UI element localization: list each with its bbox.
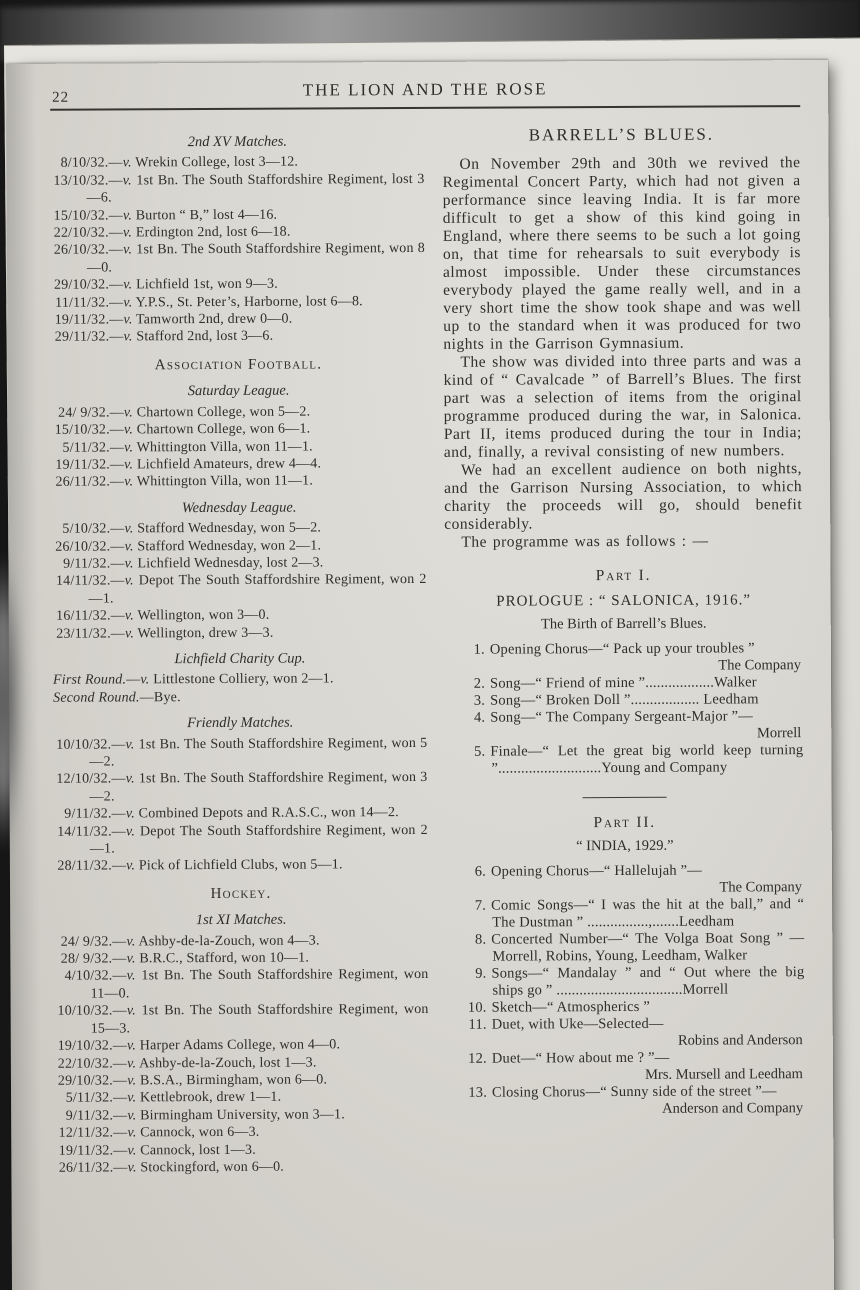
- versus-label: v.: [124, 474, 134, 490]
- match-line: [51, 206, 425, 225]
- versus-label: v.: [125, 824, 136, 840]
- versus-label: v.: [126, 951, 136, 967]
- match-line: [52, 571, 426, 608]
- match-line: [55, 1001, 429, 1038]
- round-result: Littlestone Colliery, won 2—1.: [149, 671, 334, 688]
- match-date: 24/ 9/32.: [60, 934, 113, 950]
- match-date: 26/11/32.: [58, 1160, 114, 1176]
- versus-label: v.: [126, 934, 136, 950]
- match-result: Wellington, won 3—0.: [133, 607, 270, 624]
- match-line: [51, 240, 425, 277]
- programme-item: [445, 708, 803, 727]
- match-line: [54, 932, 428, 951]
- match-result: Lichfield Amateurs, drew 4—4.: [133, 456, 322, 473]
- match-line: [52, 420, 426, 439]
- match-result: Erdington 2nd, lost 6—18.: [132, 224, 291, 241]
- match-date: 23/11/32.: [56, 626, 111, 642]
- programme-credit: The Company: [718, 657, 801, 674]
- header-rule: [50, 105, 800, 111]
- match-result: 1st Bn. The South Staffordshire Regiment, won 5—2.: [89, 735, 428, 770]
- match-date: 11/11/32.: [55, 295, 110, 311]
- programme-number: 1.: [473, 641, 485, 658]
- match-result: Ashby-de-la-Zouch, won 4—3.: [135, 933, 320, 950]
- match-date: 5/10/32.: [62, 521, 111, 537]
- match-line: [52, 455, 426, 474]
- programme-item: [446, 862, 804, 881]
- programme-text: Song—“ The Company Sergeant-Major ”—: [490, 708, 754, 726]
- match-line: [52, 536, 426, 555]
- versus-label: v.: [125, 736, 135, 753]
- versus-label: v.: [124, 457, 134, 473]
- dash-separator: —: [110, 625, 126, 642]
- versus-label: v.: [123, 329, 133, 345]
- versus-label: v.: [125, 771, 135, 787]
- match-date: 24/ 9/32.: [58, 405, 110, 421]
- match-date: 28/ 9/32.: [60, 951, 113, 967]
- round-label: Second Round.: [53, 690, 140, 706]
- dash-separator: —: [110, 538, 125, 555]
- match-line: [51, 293, 425, 312]
- part2-heading: Part II.: [593, 813, 656, 832]
- match-result: B.S.A., Birmingham, won 6—0.: [136, 1072, 328, 1089]
- match-date: 16/11/32.: [56, 608, 111, 624]
- match-line: [52, 403, 426, 422]
- programme-number: 6.: [474, 863, 486, 880]
- match-line: [51, 171, 425, 208]
- match-result: 1st Bn. The South Staffordshire Regiment, won 8—0.: [86, 241, 425, 276]
- match-date: 19/11/32.: [55, 457, 110, 473]
- dash-separator: —: [112, 934, 127, 950]
- dash-separator: —: [110, 521, 125, 537]
- match-result: Stockingford, won 6—0.: [136, 1159, 285, 1176]
- dash-separator: —: [109, 457, 125, 473]
- match-line: [50, 153, 424, 172]
- match-line: [52, 519, 426, 538]
- dash-separator: —: [109, 329, 124, 345]
- versus-label: v.: [127, 1160, 137, 1176]
- section-heading-italic: Saturday League.: [187, 382, 290, 400]
- versus-label: v.: [127, 1142, 137, 1158]
- programme-credit: The Company: [719, 879, 803, 896]
- dash-separator: —: [112, 1038, 128, 1054]
- match-result: 1st Bn. The South Staffordshire Regiment, won 11—0.: [90, 967, 429, 1002]
- programme-item: [447, 1083, 805, 1102]
- match-date: 19/11/32.: [58, 1143, 114, 1159]
- dash-separator: —: [112, 968, 127, 984]
- dash-separator: —: [110, 573, 125, 589]
- match-date: 9/11/32.: [65, 1108, 114, 1124]
- match-result: Tamworth 2nd, drew 0—0.: [132, 311, 293, 328]
- dash-separator: —: [108, 242, 124, 258]
- match-line: [54, 822, 428, 859]
- programme-part1: [445, 640, 804, 778]
- programme-item: [447, 1015, 805, 1034]
- match-line: [55, 1140, 429, 1159]
- match-line: [55, 1071, 429, 1090]
- dash-separator: —: [108, 155, 123, 171]
- article-paragraph: The show was divided into three parts and was a kind of “ Cavalcade ” of Barrell’s Blues. The first part was a selection of items from the original programme produced during the war, in Salonica. Part II, items produced during the tour in India; and, finally, a revival consisting of new numbers.: [443, 352, 802, 461]
- versus-label: v.: [122, 173, 132, 189]
- match-result: Ashby-de-la-Zouch, lost 1—3.: [136, 1054, 317, 1071]
- programme-item: [445, 691, 803, 710]
- programme-number: 2.: [473, 675, 486, 692]
- programme-credit: Robins and Anderson: [677, 1032, 803, 1049]
- match-line: [55, 1036, 429, 1055]
- two-column-layout: [50, 122, 805, 1177]
- versus-label: v.: [126, 968, 136, 984]
- match-date: 9/11/32.: [64, 806, 112, 822]
- match-result: Lichfield Wednesday, lost 2—3.: [133, 555, 324, 572]
- programme-text: Duet, with Uke—Selected—: [491, 1015, 664, 1033]
- section-heading-caps: Association Football.: [154, 356, 323, 374]
- programme-number: 10.: [467, 999, 487, 1016]
- match-line: [54, 966, 428, 1003]
- programme-number: 4.: [473, 709, 486, 726]
- match-line: [53, 624, 427, 643]
- programme-text: Closing Chorus—“ Sunny side of the street ”—: [491, 1083, 777, 1101]
- match-result: Lichfield 1st, won 9—3.: [132, 276, 278, 293]
- match-line: [52, 472, 426, 491]
- versus-label: v.: [124, 625, 135, 641]
- match-line: [55, 1106, 429, 1125]
- section-divider: [583, 797, 667, 798]
- programme-text: Song—“ Friend of mine ”..................Walker: [489, 674, 757, 692]
- match-date: 22/10/32.: [53, 225, 109, 241]
- match-result: Stafford 2nd, lost 3—6.: [132, 329, 274, 345]
- article-body: [442, 154, 802, 552]
- versus-label: v.: [127, 1125, 137, 1141]
- dash-separator: —: [113, 1160, 128, 1176]
- programme-part2: [446, 862, 805, 1119]
- dash-separator: —: [110, 608, 125, 624]
- versus-label: v.: [123, 422, 134, 438]
- dash-separator: —: [112, 1003, 127, 1019]
- match-result: Chartown College, won 5—2.: [132, 404, 311, 421]
- programme-number: 3.: [473, 692, 486, 709]
- programme-number: 8.: [474, 931, 487, 948]
- match-date: 10/10/32.: [56, 737, 112, 753]
- match-date: 29/10/32.: [53, 277, 110, 294]
- programme-item: [447, 998, 805, 1017]
- article-column: [442, 122, 805, 1175]
- match-date: 26/10/32.: [53, 242, 109, 259]
- sports-results-column: [50, 124, 429, 1177]
- journal-title: THE LION AND THE ROSE: [302, 79, 548, 100]
- dash-separator: —: [111, 771, 126, 787]
- programme-number: 11.: [468, 1016, 487, 1033]
- dash-separator: —: [113, 1125, 128, 1141]
- versus-label: v.: [126, 1003, 136, 1019]
- dash-separator: —: [113, 1108, 128, 1124]
- match-date: 19/10/32.: [57, 1038, 113, 1054]
- section-heading-italic: Lichfield Charity Cup.: [174, 650, 306, 668]
- match-line: [53, 769, 427, 806]
- versus-label: v.: [126, 858, 136, 874]
- match-result: Wrekin College, lost 3—12.: [131, 154, 299, 171]
- match-line: [55, 1123, 429, 1142]
- dash-separator: —: [110, 474, 125, 490]
- part2-subtitle: “ INDIA, 1929.”: [576, 837, 674, 855]
- match-date: 10/10/32.: [57, 1003, 113, 1020]
- match-result: Chartown College, won 6—1.: [133, 421, 311, 438]
- dash-separator: —: [112, 1073, 128, 1089]
- programme-number: 9.: [475, 965, 487, 982]
- match-date: 19/11/32.: [54, 312, 110, 328]
- match-result: Stafford Wednesday, won 2—1.: [133, 537, 322, 554]
- programme-text: Songs—“ Mandalay ” and “ Out where the big ships go ” .................................Morrell: [491, 964, 805, 999]
- versus-label: v.: [125, 806, 135, 822]
- match-result: 1st Bn. The South Staffordshire Regiment, lost 3—6.: [86, 171, 425, 206]
- match-date: 29/11/32.: [54, 329, 110, 346]
- programme-item: [447, 1049, 805, 1068]
- match-line: [53, 735, 427, 772]
- programme-text: Duet—“ How about me ? ”—: [491, 1049, 670, 1067]
- versus-label: v.: [124, 521, 134, 537]
- versus-label: v.: [124, 573, 134, 589]
- section-heading-italic: 2nd XV Matches.: [187, 133, 288, 151]
- match-date: 5/11/32.: [65, 1090, 114, 1107]
- match-result: Cannock, lost 1—3.: [136, 1142, 256, 1158]
- page-number: 22: [52, 89, 70, 106]
- match-date: 4/10/32.: [64, 968, 113, 985]
- dash-separator: —: [139, 690, 154, 706]
- match-result: Wellington, drew 3—3.: [134, 625, 274, 641]
- match-result: 1st Bn. The South Staffordshire Regiment, won 15—3.: [90, 1002, 429, 1037]
- match-result: Burton “ B,” lost 4—16.: [131, 207, 278, 224]
- match-date: 15/10/32.: [53, 208, 109, 224]
- match-result: Stafford Wednesday, won 5—2.: [133, 520, 322, 537]
- article-paragraph: The programme was as follows : —: [461, 532, 709, 551]
- versus-label: v.: [140, 672, 150, 688]
- match-date: 9/11/32.: [63, 556, 111, 572]
- round-result: Bye.: [153, 689, 181, 706]
- match-line: [51, 223, 425, 242]
- dash-separator: —: [113, 1090, 128, 1106]
- programme-item: [445, 640, 803, 659]
- match-date: 15/10/32.: [54, 422, 110, 438]
- article-title: BARRELL’S BLUES.: [528, 124, 715, 145]
- dash-separator: —: [108, 173, 123, 189]
- match-line: [55, 1158, 429, 1177]
- programme-number: 7.: [474, 897, 487, 914]
- match-line: [55, 1053, 429, 1072]
- match-result: Pick of Lichfield Clubs, won 5—1.: [135, 857, 343, 874]
- round-label: First Round.: [52, 672, 127, 689]
- dash-separator: —: [109, 422, 125, 438]
- versus-label: v.: [124, 556, 134, 572]
- versus-label: v.: [123, 295, 133, 311]
- dash-separator: —: [111, 824, 126, 840]
- match-result: Kettlebrook, drew 1—1.: [136, 1089, 282, 1106]
- match-date: 29/10/32.: [57, 1073, 114, 1089]
- match-result: Cannock, won 6—3.: [136, 1124, 260, 1141]
- versus-label: v.: [127, 1073, 137, 1089]
- versus-label: v.: [126, 1038, 137, 1054]
- dash-separator: —: [126, 672, 141, 688]
- match-date: 26/11/32.: [55, 474, 111, 491]
- versus-label: v.: [127, 1055, 137, 1071]
- programme-text: Song—“ Broken Doll ”.................. Leedham: [490, 691, 759, 709]
- dash-separator: —: [112, 951, 127, 967]
- dash-separator: —: [108, 208, 123, 224]
- match-result: Birmingham University, won 3—1.: [136, 1107, 345, 1124]
- dash-separator: —: [111, 737, 126, 753]
- match-line: [54, 949, 428, 968]
- programme-text: Concerted Number—“ The Volga Boat Song ” —Morrell, Robins, Young, Leedham, Walker: [491, 930, 805, 965]
- dash-separator: —: [111, 806, 126, 822]
- dash-separator: —: [111, 858, 127, 874]
- programme-number: 5.: [474, 743, 486, 760]
- cup-round-line: [53, 688, 427, 707]
- programme-item: [446, 896, 804, 932]
- section-heading-italic: Friendly Matches.: [187, 714, 294, 732]
- match-result: Depot The South Staffordshire Regiment, won 2—1.: [88, 572, 427, 607]
- match-date: 14/11/32.: [55, 573, 111, 590]
- match-date: 13/10/32.: [53, 173, 109, 189]
- programme-credit: Morrell: [756, 725, 802, 742]
- prologue-line: PROLOGUE : “ SALONICA, 1916.”: [496, 592, 752, 610]
- match-line: [51, 310, 425, 329]
- match-line: [53, 606, 427, 625]
- match-result: Whittington Villa, won 11—1.: [133, 473, 314, 490]
- match-result: Y.P.S., St. Peter’s, Harborne, lost 6—8.: [132, 293, 363, 311]
- section-heading-italic: Wednesday League.: [181, 499, 297, 516]
- versus-label: v.: [123, 277, 133, 293]
- magazine-page: [6, 60, 834, 1290]
- match-line: [52, 554, 426, 573]
- match-line: [51, 327, 425, 346]
- programme-text: Opening Chorus—“ Pack up your troubles ”: [489, 640, 755, 658]
- dash-separator: —: [112, 1055, 128, 1071]
- programme-text: Sketch—“ Atmospherics ”: [491, 998, 651, 1016]
- match-result: Harper Adams College, won 4—0.: [136, 1037, 341, 1054]
- match-date: 22/10/32.: [57, 1055, 113, 1072]
- match-line: [54, 856, 428, 875]
- versus-label: v.: [127, 1090, 137, 1106]
- dash-separator: —: [109, 295, 124, 311]
- match-date: 12/11/32.: [58, 1125, 114, 1141]
- dash-separator: —: [109, 405, 124, 421]
- programme-item: [445, 674, 803, 693]
- section-heading-italic: 1st XI Matches.: [195, 911, 287, 929]
- versus-label: v.: [122, 225, 133, 241]
- dash-separator: —: [108, 225, 124, 241]
- programme-item: [446, 930, 804, 966]
- programme-text: Finale—“ Let the great big world keep turning ”...........................Young and Company: [490, 742, 804, 777]
- match-line: [54, 804, 428, 823]
- article-paragraph: On November 29th and 30th we revived the Regimental Concert Party, which had not given a performance since leaving India. It is far more difficult to get a show of this kind going in England, where there seems to be such a lot going on, that time for rehearsals to suit everybody is almost impossible. Under these circumstances everybody played the game really well, and in a very short time the show took shape and was well up to the standard when it was produced for two nights in the Garrison Gymnasium.: [442, 154, 802, 353]
- match-result: 1st Bn. The South Staffordshire Regiment, won 3—2.: [89, 770, 428, 805]
- dash-separator: —: [109, 439, 125, 455]
- match-date: 26/10/32.: [55, 539, 111, 555]
- versus-label: v.: [124, 439, 134, 455]
- versus-label: v.: [122, 208, 133, 224]
- match-date: 28/11/32.: [57, 858, 112, 875]
- versus-label: v.: [124, 608, 135, 624]
- part1-subtitle: The Birth of Barrell’s Blues.: [540, 615, 707, 633]
- match-date: 8/10/32.: [60, 155, 109, 172]
- match-date: 12/10/32.: [56, 771, 112, 788]
- programme-item: [446, 964, 804, 1000]
- versus-label: v.: [123, 242, 133, 258]
- programme-text: Comic Songs—“ I was the hit at the ball,” and “ The Dustman ” ................,.......Leedham: [491, 896, 805, 931]
- match-result: Whittington Villa, won 11—1.: [133, 439, 313, 455]
- cup-round-line: [53, 670, 427, 689]
- match-date: 14/11/32.: [57, 824, 112, 840]
- programme-credit: Mrs. Mursell and Leedham: [645, 1066, 803, 1083]
- dash-separator: —: [109, 277, 124, 293]
- versus-label: v.: [127, 1108, 137, 1124]
- versus-label: v.: [124, 538, 134, 554]
- programme-number: 13.: [468, 1084, 488, 1101]
- match-date: 5/11/32.: [62, 439, 110, 456]
- versus-label: v.: [123, 312, 133, 328]
- match-line: [55, 1088, 429, 1107]
- page-header: [50, 78, 800, 106]
- versus-label: v.: [122, 155, 132, 171]
- versus-label: v.: [123, 405, 134, 421]
- dash-separator: —: [113, 1142, 128, 1159]
- match-result: Depot The South Staffordshire Regiment, won 2—1.: [89, 822, 428, 857]
- match-result: Combined Depots and R.A.S.C., won 14—2.: [134, 805, 399, 822]
- article-paragraph: We had an excellent audience on both nights, and the Garrison Nursing Association, to which charity the proceeds will go, should benefit considerably.: [444, 460, 803, 533]
- programme-credit: Anderson and Company: [662, 1100, 804, 1117]
- dash-separator: —: [110, 556, 125, 572]
- match-line: [52, 437, 426, 456]
- match-result: B.R.C., Stafford, won 10—1.: [135, 950, 310, 967]
- part1-heading: Part I.: [595, 566, 652, 585]
- programme-item: [445, 742, 803, 778]
- dash-separator: —: [109, 312, 124, 328]
- section-heading-caps: Hockey.: [210, 885, 272, 902]
- programme-number: 12.: [468, 1050, 487, 1067]
- programme-text: Opening Chorus—“ Hallelujah ”—: [490, 862, 702, 880]
- match-line: [51, 275, 425, 294]
